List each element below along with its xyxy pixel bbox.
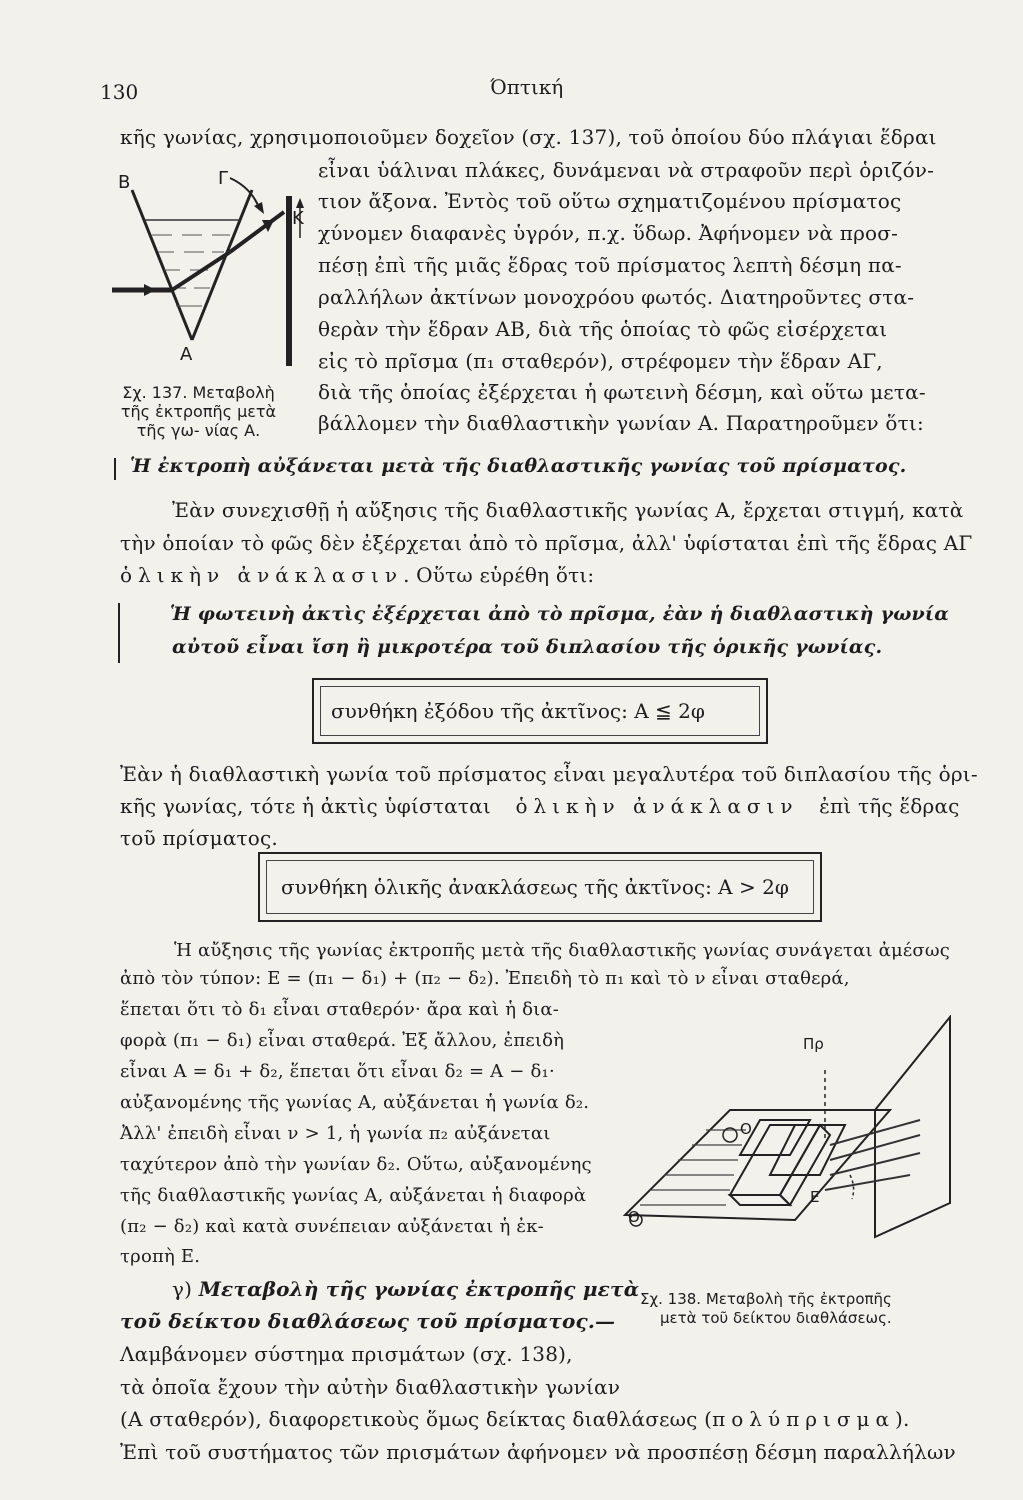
total-reflection-spaced: ὁλικὴν ἀνάκλασιν xyxy=(515,794,799,818)
page-number: 130 xyxy=(100,80,139,104)
deviation-arc xyxy=(850,1175,854,1199)
fig138-label-o2: O xyxy=(628,1208,640,1226)
margin-rule xyxy=(114,458,116,480)
fig137-label-k: K xyxy=(292,208,304,229)
para4-line: Ἀλλ' ἐπειδὴ εἶναι ν > 1, ἡ γωνία π₂ αὐξάνεται xyxy=(120,1123,551,1144)
section-c-line: τὰ ὁποῖα ἔχουν τὴν αὐτὴν διαθλαστικὴν γωνίαν xyxy=(120,1375,621,1399)
section-c-line5: (Α σταθερόν), διαφορετικοὺς ὅμως δείκτας διαθλάσεως (πολύπρισμα). xyxy=(120,1407,910,1431)
fig137-label-a: A xyxy=(180,344,193,365)
screen-plane xyxy=(875,1017,950,1237)
fig137-caption: Σχ. 137. Μεταβολὴ τῆς ἐκτροπῆς μετὰ τῆς γω- νίας Α. xyxy=(120,383,277,440)
statement-2-line1: Ἡ φωτεινὴ ἀκτὶς ἐξέρχεται ἀπὸ τὸ πρῖσμα, ἐὰν ἡ διαθλαστικὴ γωνία xyxy=(170,603,950,625)
para1-line: εἰς τὸ πρῖσμα (π₁ σταθερόν), στρέφομεν τὴν ἕδραν ΑΓ, xyxy=(318,349,883,373)
figure-138 xyxy=(620,1015,982,1240)
fig138-label-o1: O xyxy=(740,1120,752,1138)
para4-line: εἶναι Α = δ₁ + δ₂, ἕπεται ὅτι εἶναι δ₂ = Α − δ₁· xyxy=(120,1061,555,1082)
para2-line1: Ἐὰν συνεχισθῇ ἡ αὔξησις τῆς διαθλαστικῆς γωνίας Α, ἔρχεται στιγμή, κατὰ xyxy=(172,498,964,522)
margin-rule xyxy=(118,603,120,663)
para3-line1: Ἐὰν ἡ διαθλαστικὴ γωνία τοῦ πρίσματος εἶναι μεγαλυτέρα τοῦ διπλασίου τῆς ὁρι- xyxy=(120,762,978,786)
running-title: Όπτική xyxy=(490,75,564,99)
para1-line: ραλλήλων ἀκτίνων μονοχρόου φωτός. Διατηροῦντες στα- xyxy=(318,285,915,309)
para1-line: εἶναι ὑάλιναι πλάκες, δυνάμεναι νὰ στραφοῦν περὶ ὁριζόν- xyxy=(318,158,935,182)
total-reflection-spaced: ὁλικὴν ἀνάκλασιν xyxy=(120,563,404,587)
fig138-label-pr: Πρ xyxy=(803,1035,824,1053)
fig137-label-b: B xyxy=(118,172,131,193)
section-c-line6: Ἐπὶ τοῦ συστήματος τῶν πρισμάτων ἀφήνομεν νὰ προσπέσῃ δέσμη παραλλήλων xyxy=(120,1440,956,1464)
prism-face-ab xyxy=(132,190,192,340)
statement-2-line2: αὐτοῦ εἶναι ἴση ἢ μικροτέρα τοῦ διπλασίου τῆς ὁρικῆς γωνίας. xyxy=(172,636,883,658)
para4-line: ἕπεται ὅτι τὸ δ₁ εἶναι σταθερόν· ἄρα καὶ ἡ δια- xyxy=(120,999,560,1020)
incident-arrow xyxy=(144,284,156,296)
fig137-label-g: Γ xyxy=(218,168,229,189)
exit-condition-box xyxy=(312,678,768,744)
figure-137 xyxy=(112,160,312,375)
section-c-title: Μεταβολὴ τῆς γωνίας ἐκτροπῆς μετὰ xyxy=(198,1277,640,1301)
para1-line: πέσῃ ἐπὶ τῆς μιᾶς ἕδρας τοῦ πρίσματος λεπτὴ δέσμη πα- xyxy=(318,253,902,277)
fig138-label-e: E xyxy=(810,1188,820,1206)
refracted-beam xyxy=(172,252,230,290)
para1-line: διὰ τῆς ὁποίας ἐξέρχεται ἡ φωτεινὴ δέσμη, καὶ οὕτω μετα- xyxy=(318,380,926,404)
total-reflection-condition-text: συνθήκη ὁλικῆς ἀνακλάσεως τῆς ἀκτῖνος: Α > 2φ xyxy=(266,860,814,914)
total-reflection-condition-box xyxy=(258,852,822,922)
para3-line2: κῆς γωνίας, τότε ἡ ἀκτὶς ὑφίσταται ὁλικὴν ἀνάκλασιν ἐπὶ τῆς ἕδρας xyxy=(120,794,960,818)
base-plane xyxy=(625,1110,890,1220)
para2-line2: τὴν ὁποίαν τὸ φῶς δὲν ἐξέρχεται ἀπὸ τὸ πρῖσμα, ἀλλ' ὑφίσταται ἐπὶ τῆς ἕδρας ΑΓ xyxy=(120,531,973,555)
prism-face-ag xyxy=(192,190,252,340)
para1-first-line: κῆς γωνίας, χρησιμοποιοῦμεν δοχεῖον (σχ. 137), τοῦ ὁποίου δύο πλάγιαι ἕδραι xyxy=(120,125,937,149)
para1-line: βάλλομεν τὴν διαθλαστικὴν γωνίαν Α. Παρατηροῦμεν ὅτι: xyxy=(318,411,924,435)
para2-line3: ὁλικὴν ἀνάκλασιν. Οὕτω εὑρέθη ὅτι: xyxy=(120,563,595,587)
exit-condition-text: συνθήκη ἐξόδου τῆς ἀκτῖνος: Α ≦ 2φ xyxy=(320,686,760,736)
para1-line: τιον ἄξονα. Ἐντὸς τοῦ οὕτω σχηματιζομένου πρίσματος xyxy=(318,189,902,213)
statement-1: Ἡ ἐκτροπὴ αὐξάνεται μετὰ τῆς διαθλαστικῆς γωνίας τοῦ πρίσματος. xyxy=(130,455,907,477)
para4-line: ἀπὸ τὸν τύπον: Ε = (π₁ − δ₁) + (π₂ − δ₂). Ἐπειδὴ τὸ π₁ καὶ τὸ ν εἶναι σταθερά, xyxy=(120,968,850,989)
polyprism-spaced: πολύπρισμα xyxy=(712,1407,896,1431)
fig138-caption: Σχ. 138. Μεταβολὴ τῆς ἐκτροπῆς μετὰ τοῦ δείκτου διαθλάσεως. xyxy=(640,1290,892,1327)
para1-line: χύνομεν διαφανὲς ὑγρόν, π.χ. ὕδωρ. Ἀφήνομεν νὰ προσ- xyxy=(318,221,899,245)
section-c-line1: γ) Μεταβολὴ τῆς γωνίας ἐκτροπῆς μετὰ xyxy=(172,1277,640,1301)
section-c-line: Λαμβάνομεν σύστημα πρισμάτων (σχ. 138), xyxy=(120,1342,573,1366)
emergent-beam xyxy=(230,212,284,252)
section-c-title-cont: τοῦ δείκτου διαθλάσεως τοῦ πρίσματος.— xyxy=(120,1309,616,1333)
para4-line: τῆς διαθλαστικῆς γωνίας Α, αὐξάνεται ἡ διαφορὰ xyxy=(120,1185,587,1206)
para4-line: ταχύτερον ἀπὸ τὴν γωνίαν δ₂. Οὕτω, αὐξανομένης xyxy=(120,1154,592,1175)
para4-line: αὐξανομένης τῆς γωνίας Α, αὐξάνεται ἡ γωνία δ₂. xyxy=(120,1092,590,1113)
para4-line: τροπὴ Ε. xyxy=(120,1246,201,1267)
para1-line: θερὰν τὴν ἕδραν ΑΒ, διὰ τῆς ὁποίας τὸ φῶς εἰσέρχεται xyxy=(318,317,888,341)
para3-line3: τοῦ πρίσματος. xyxy=(120,826,278,850)
para4-line: (π₂ − δ₂) καὶ κατὰ συνέπειαν αὐξάνεται ἡ ἐκ- xyxy=(120,1216,544,1237)
para4-line: φορὰ (π₁ − δ₁) εἶναι σταθερά. Ἐξ ἄλλου, ἐπειδὴ xyxy=(120,1030,565,1051)
para4-line: Ἡ αὔξησις τῆς γωνίας ἐκτροπῆς μετὰ τῆς διαθλαστικῆς γωνίας συνάγεται ἀμέσως xyxy=(174,940,951,961)
